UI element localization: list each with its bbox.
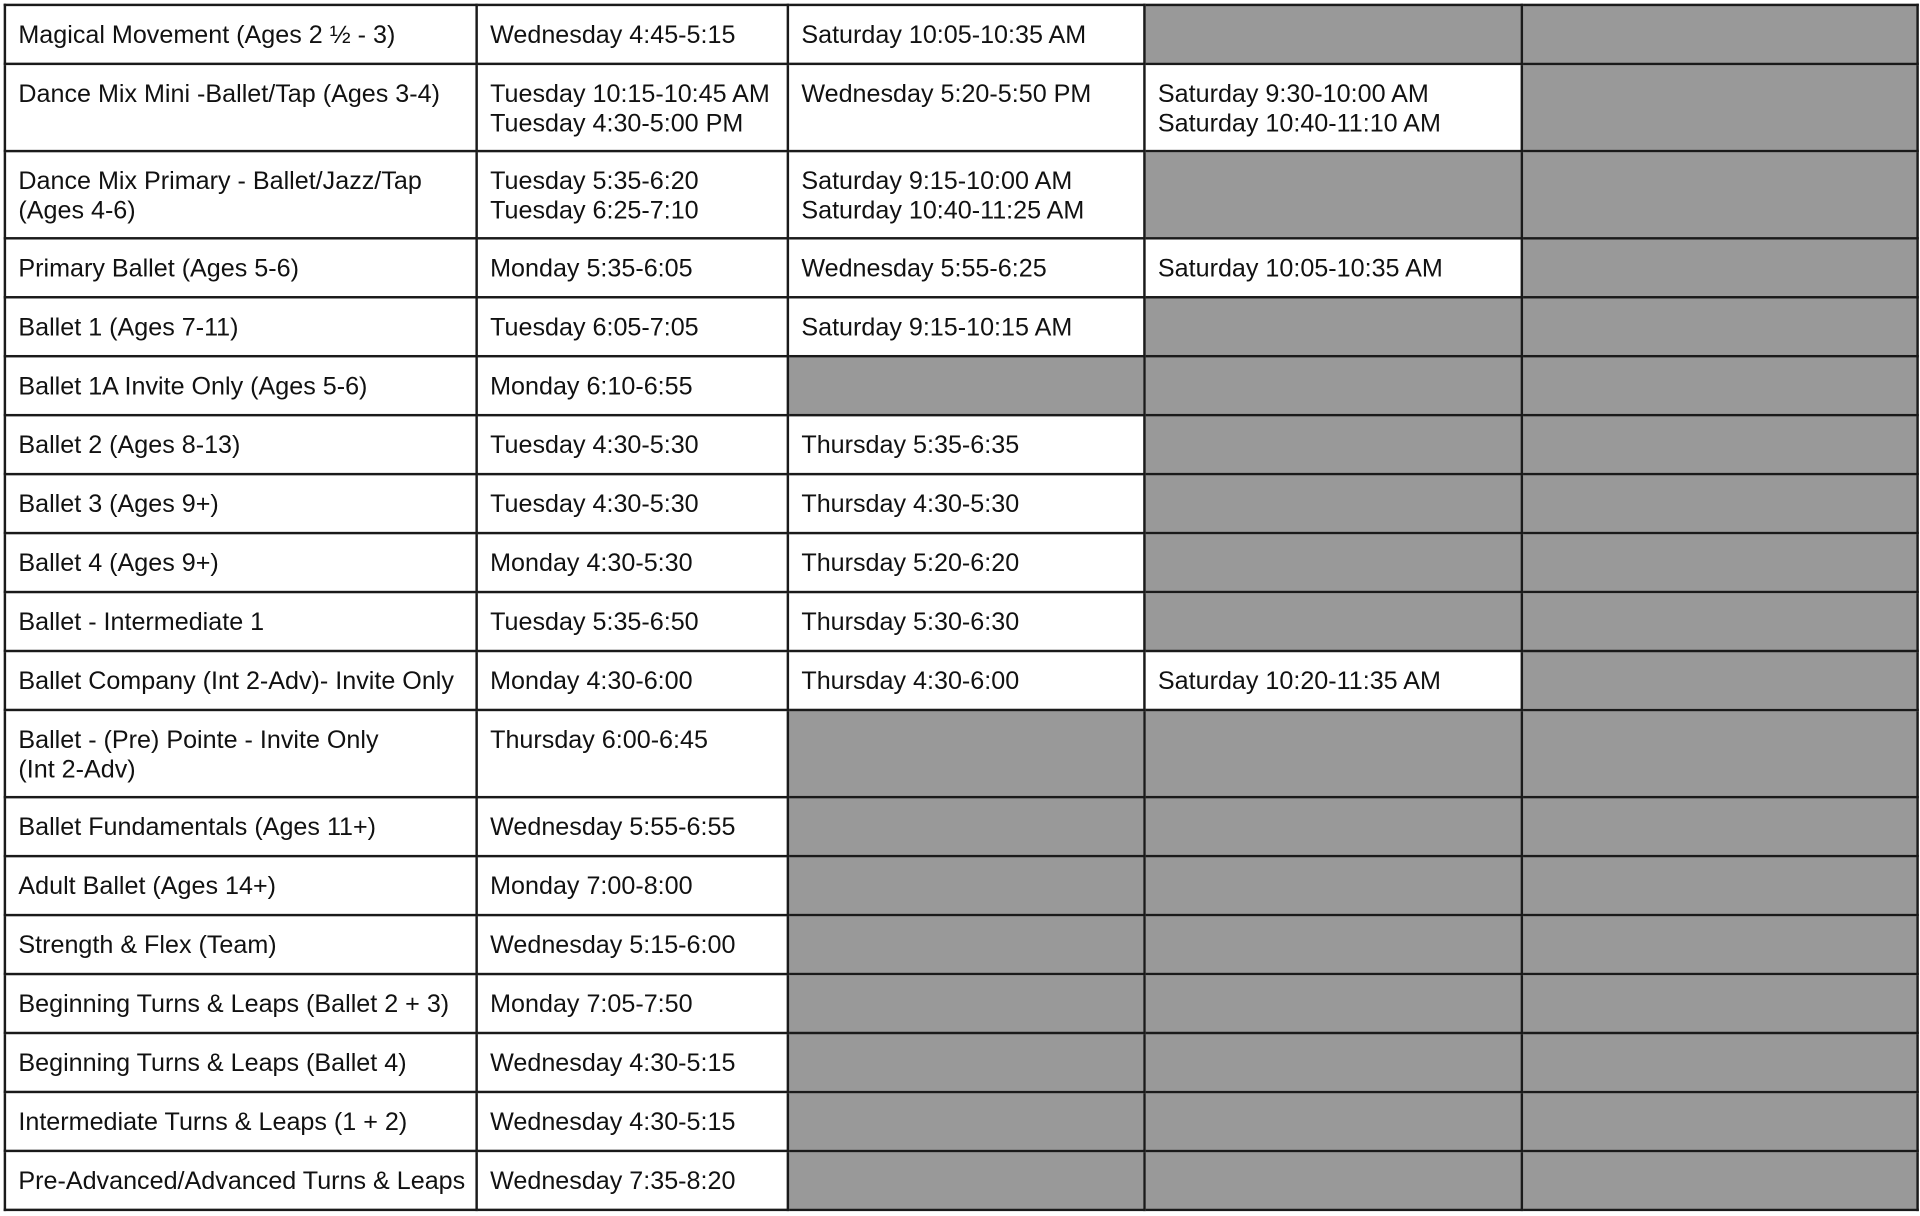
class-name-line: Ballet - Intermediate 1 [18, 608, 265, 637]
class-name-cell [5, 238, 477, 297]
class-name-line: Strength & Flex (Team) [18, 931, 277, 960]
time-slot-cell [477, 356, 788, 415]
class-name-cell [5, 151, 477, 238]
time-slot-line: Saturday 10:05-10:35 AM [801, 20, 1087, 50]
class-name-line: Ballet Company (Int 2-Adv)- Invite Only [18, 666, 454, 696]
time-slot-cell [477, 474, 788, 533]
table-row [5, 64, 1918, 151]
empty-slot-cell [1522, 1033, 1918, 1092]
time-slot-cell [788, 297, 1145, 356]
class-name-cell [5, 297, 477, 356]
table-row [5, 1092, 1918, 1151]
time-slot-line: Wednesday 7:35-8:20 [490, 1166, 736, 1196]
empty-slot-cell [788, 710, 1145, 797]
empty-slot-cell [788, 1033, 1145, 1092]
empty-slot-cell [1144, 297, 1521, 356]
time-slot-line: Monday 7:05-7:50 [490, 990, 693, 1019]
class-name-cell [5, 1151, 477, 1210]
time-slot-cell [477, 915, 788, 974]
class-name-line: Pre-Advanced/Advanced Turns & Leaps [18, 1166, 466, 1196]
empty-slot-cell [1144, 592, 1521, 651]
time-slot-line: Saturday 10:40-11:10 AM [1157, 108, 1441, 137]
table-row [5, 533, 1918, 592]
empty-slot-cell [1144, 797, 1521, 856]
time-slot-cell [477, 297, 788, 356]
class-name-cell [5, 1092, 477, 1151]
table-row [5, 710, 1918, 797]
empty-slot-cell [1144, 856, 1521, 915]
class-name-cell [5, 797, 477, 856]
table-row [5, 238, 1918, 297]
time-slot-line: Monday 7:00-8:00 [490, 872, 693, 901]
time-slot-cell [477, 651, 788, 710]
class-name-line: Adult Ballet (Ages 14+) [18, 872, 276, 901]
class-schedule-table [4, 4, 1919, 1211]
table-row [5, 974, 1918, 1033]
table-row [5, 797, 1918, 856]
class-name-line: Ballet 4 (Ages 9+) [18, 549, 219, 578]
time-slot-cell [788, 64, 1145, 151]
empty-slot-cell [1144, 974, 1521, 1033]
time-slot-line: Saturday 9:30-10:00 AM [1157, 79, 1429, 109]
class-name-line: Ballet 2 (Ages 8-13) [18, 431, 241, 460]
time-slot-line: Tuesday 4:30-5:30 [490, 490, 699, 519]
table-row [5, 5, 1918, 64]
table-row [5, 356, 1918, 415]
time-slot-cell [477, 797, 788, 856]
time-slot-line: Wednesday 5:55-6:55 [490, 813, 736, 842]
empty-slot-cell [788, 1092, 1145, 1151]
class-name-cell [5, 915, 477, 974]
empty-slot-cell [1522, 356, 1918, 415]
time-slot-cell [477, 5, 788, 64]
time-slot-cell [788, 651, 1145, 710]
schedule-body [5, 5, 1918, 1210]
time-slot-cell [477, 151, 788, 238]
class-name-line: Dance Mix Primary - Ballet/Jazz/Tap [18, 167, 422, 196]
time-slot-line: Tuesday 6:05-7:05 [490, 313, 699, 342]
time-slot-cell [477, 415, 788, 474]
time-slot-cell [788, 415, 1145, 474]
empty-slot-cell [1144, 356, 1521, 415]
time-slot-line: Wednesday 4:45-5:15 [490, 20, 736, 50]
empty-slot-cell [1144, 474, 1521, 533]
class-name-cell [5, 64, 477, 151]
empty-slot-cell [1522, 856, 1918, 915]
empty-slot-cell [788, 974, 1145, 1033]
class-name-line: Beginning Turns & Leaps (Ballet 2 + 3) [18, 990, 450, 1019]
time-slot-line: Saturday 10:40-11:25 AM [801, 195, 1085, 225]
class-name-cell [5, 5, 477, 64]
class-name-cell [5, 474, 477, 533]
time-slot-cell [477, 1033, 788, 1092]
class-name-line: Ballet 1A Invite Only (Ages 5-6) [18, 372, 368, 401]
table-row [5, 297, 1918, 356]
time-slot-cell [1144, 64, 1521, 151]
class-name-cell [5, 356, 477, 415]
empty-slot-cell [1522, 415, 1918, 474]
time-slot-line: Monday 6:10-6:55 [490, 372, 693, 401]
class-name-cell [5, 651, 477, 710]
time-slot-line: Saturday 9:15-10:15 AM [801, 313, 1073, 342]
time-slot-line: Tuesday 4:30-5:00 PM [490, 108, 744, 137]
empty-slot-cell [1144, 415, 1521, 474]
time-slot-line: Saturday 10:20-11:35 AM [1157, 666, 1441, 696]
empty-slot-cell [788, 915, 1145, 974]
class-name-line: Ballet - (Pre) Pointe - Invite Only [18, 725, 379, 755]
time-slot-line: Tuesday 10:15-10:45 AM [490, 79, 770, 109]
empty-slot-cell [1144, 533, 1521, 592]
class-name-line: Primary Ballet (Ages 5-6) [18, 254, 299, 283]
time-slot-line: Tuesday 4:30-5:30 [490, 431, 699, 460]
class-name-line: Ballet Fundamentals (Ages 11+) [18, 813, 377, 842]
class-name-line: Ballet 1 (Ages 7-11) [18, 313, 239, 342]
empty-slot-cell [1522, 533, 1918, 592]
empty-slot-cell [1522, 651, 1918, 710]
time-slot-cell [477, 1151, 788, 1210]
empty-slot-cell [1522, 915, 1918, 974]
time-slot-cell [788, 238, 1145, 297]
empty-slot-cell [1522, 5, 1918, 64]
empty-slot-cell [1522, 1092, 1918, 1151]
class-name-line: (Int 2-Adv) [18, 754, 136, 784]
time-slot-cell [1144, 238, 1521, 297]
time-slot-line: Wednesday 4:30-5:15 [490, 1107, 736, 1137]
class-name-cell [5, 1033, 477, 1092]
time-slot-line: Thursday 4:30-6:00 [801, 666, 1020, 696]
empty-slot-cell [1522, 592, 1918, 651]
time-slot-line: Monday 4:30-6:00 [490, 666, 693, 696]
time-slot-cell [788, 5, 1145, 64]
table-row [5, 474, 1918, 533]
empty-slot-cell [1144, 710, 1521, 797]
class-name-line: Dance Mix Mini -Ballet/Tap (Ages 3-4) [18, 79, 440, 109]
empty-slot-cell [1144, 1151, 1521, 1210]
empty-slot-cell [1522, 797, 1918, 856]
class-name-line: (Ages 4-6) [18, 195, 136, 225]
empty-slot-cell [1144, 1092, 1521, 1151]
empty-slot-cell [788, 797, 1145, 856]
class-name-cell [5, 974, 477, 1033]
class-name-cell [5, 415, 477, 474]
class-name-line: Magical Movement (Ages 2 ½ - 3) [18, 20, 396, 50]
time-slot-line: Monday 4:30-5:30 [490, 549, 693, 578]
table-row [5, 915, 1918, 974]
time-slot-cell [477, 238, 788, 297]
table-row [5, 1033, 1918, 1092]
time-slot-line: Saturday 10:05-10:35 AM [1157, 254, 1443, 283]
empty-slot-cell [1144, 5, 1521, 64]
empty-slot-cell [1522, 297, 1918, 356]
time-slot-line: Saturday 9:15-10:00 AM [801, 167, 1073, 196]
time-slot-line: Thursday 5:20-6:20 [801, 549, 1020, 578]
empty-slot-cell [1522, 974, 1918, 1033]
time-slot-line: Thursday 5:35-6:35 [801, 431, 1020, 460]
table-row [5, 592, 1918, 651]
time-slot-line: Thursday 6:00-6:45 [490, 725, 708, 755]
table-row [5, 151, 1918, 238]
time-slot-cell [1144, 651, 1521, 710]
table-row [5, 415, 1918, 474]
class-name-cell [5, 592, 477, 651]
empty-slot-cell [1522, 1151, 1918, 1210]
table-row [5, 1151, 1918, 1210]
time-slot-line: Thursday 4:30-5:30 [801, 490, 1020, 519]
empty-slot-cell [1522, 238, 1918, 297]
time-slot-cell [788, 533, 1145, 592]
time-slot-cell [477, 533, 788, 592]
class-name-cell [5, 710, 477, 797]
class-name-line: Intermediate Turns & Leaps (1 + 2) [18, 1107, 408, 1137]
empty-slot-cell [1522, 474, 1918, 533]
empty-slot-cell [1144, 1033, 1521, 1092]
empty-slot-cell [1144, 915, 1521, 974]
time-slot-cell [788, 151, 1145, 238]
class-name-line: Ballet 3 (Ages 9+) [18, 490, 219, 519]
empty-slot-cell [788, 856, 1145, 915]
empty-slot-cell [788, 356, 1145, 415]
table-row [5, 651, 1918, 710]
time-slot-cell [477, 592, 788, 651]
empty-slot-cell [1522, 64, 1918, 151]
empty-slot-cell [788, 1151, 1145, 1210]
class-name-cell [5, 533, 477, 592]
time-slot-cell [788, 474, 1145, 533]
time-slot-cell [477, 856, 788, 915]
empty-slot-cell [1144, 151, 1521, 238]
time-slot-line: Wednesday 5:15-6:00 [490, 931, 736, 960]
time-slot-line: Thursday 5:30-6:30 [801, 608, 1020, 637]
time-slot-cell [477, 974, 788, 1033]
class-name-cell [5, 856, 477, 915]
time-slot-line: Monday 5:35-6:05 [490, 254, 693, 283]
time-slot-line: Wednesday 5:55-6:25 [801, 254, 1047, 283]
time-slot-line: Wednesday 5:20-5:50 PM [801, 79, 1092, 109]
time-slot-cell [788, 592, 1145, 651]
time-slot-cell [477, 1092, 788, 1151]
empty-slot-cell [1522, 710, 1918, 797]
class-name-line: Beginning Turns & Leaps (Ballet 4) [18, 1048, 407, 1078]
time-slot-cell [477, 64, 788, 151]
time-slot-line: Tuesday 6:25-7:10 [490, 195, 699, 225]
time-slot-line: Tuesday 5:35-6:50 [490, 608, 699, 637]
empty-slot-cell [1522, 151, 1918, 238]
time-slot-line: Wednesday 4:30-5:15 [490, 1048, 736, 1078]
table-row [5, 856, 1918, 915]
time-slot-line: Tuesday 5:35-6:20 [490, 167, 699, 196]
time-slot-cell [477, 710, 788, 797]
